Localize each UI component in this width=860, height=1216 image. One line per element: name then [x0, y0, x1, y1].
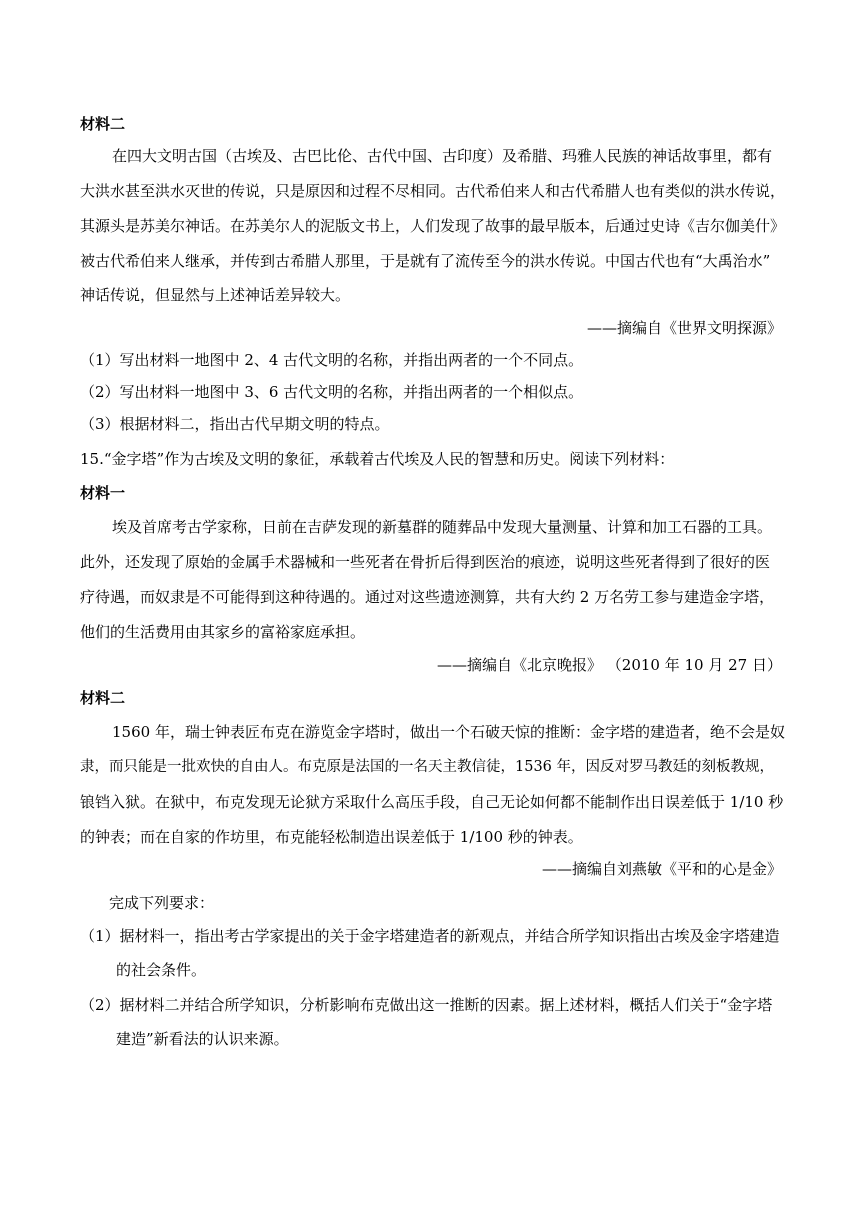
question-item: （1）据材料一，指出考古学家提出的关于金字塔建造者的新观点，并结合所学知识指出古埃及金字塔建造 — [80, 927, 780, 945]
paragraph-line: 此外，还发现了原始的金属手术器械和一些死者在骨折后得到医治的痕迹，说明这些死者得到了很好的医 — [80, 553, 771, 571]
paragraph-line: 他们的生活费用由其家乡的富裕家庭承担。 — [80, 623, 366, 641]
question-item-continuation: 建造”新看法的认识来源。 — [116, 1030, 289, 1048]
material-heading: 材料二 — [80, 115, 126, 133]
paragraph-line: 1560 年，瑞士钟表匠布克在游览金字塔时，做出一个石破天惊的推断：金字塔的建造者，绝不会是奴 — [112, 723, 785, 741]
paragraph-line: 疗待遇，而奴隶是不可能得到这种待遇的。通过对这些遗迹测算，共有大约 2 万名劳工参与建造金字塔， — [80, 588, 775, 606]
paragraph-line: 锒铛入狱。在狱中，布克发现无论狱方采取什么高压手段，自己无论如何都不能制作出日误差低于 1/10 秒 — [80, 793, 784, 811]
question-stem: 15.“金字塔”作为古埃及文明的象征，承载着古代埃及人民的智慧和历史。阅读下列材料： — [80, 450, 675, 468]
source-citation: ——摘编自《世界文明探源》 — [586, 319, 782, 337]
question-item: （2）据材料二并结合所学知识，分析影响布克做出这一推断的因素。据上述材料，概括人们关于“金字塔 — [80, 996, 773, 1014]
question-item-continuation: 的社会条件。 — [116, 961, 207, 979]
paragraph-line-text: 大洪水甚至洪水灭世的传说，只是原因和过程不尽相同。古代希伯来人和古代希腊人也有类似的洪水传说， — [80, 182, 786, 200]
instruction-text: 完成下列要求： — [109, 894, 215, 912]
material-heading: 材料一 — [80, 484, 126, 502]
source-citation: ——摘编自刘燕敏《平和的心是金》 — [541, 860, 782, 878]
paragraph-line: 其源头是苏美尔神话。在苏美尔人的泥版文书上，人们发现了故事的最早版本，后通过史诗《吉尔伽美什》 — [80, 217, 786, 235]
material-heading: 材料二 — [80, 689, 126, 707]
question-item: （2）写出材料一地图中 3、6 古代文明的名称，并指出两者的一个相似点。 — [80, 383, 584, 401]
paragraph-line: 埃及首席考古学家称，日前在吉萨发现的新墓群的随葬品中发现大量测量、计算和加工石器的工具。 — [112, 518, 773, 536]
question-item: （1）写出材料一地图中 2、4 古代文明的名称，并指出两者的一个不同点。 — [80, 351, 584, 369]
paragraph-line: 隶，而只能是一批欢快的自由人。布克原是法国的一名天主教信徒，1536 年，因反对罗马教廷的刻板教规， — [80, 759, 775, 775]
paragraph-line: 被古代希伯来人继承，并传到古希腊人那里，于是就有了流传至今的洪水传说。中国古代也有“大禹治水” — [80, 252, 771, 270]
paragraph-line — [80, 181, 786, 201]
paragraph-line: 的钟表；而在自家的作坊里，布克能轻松制造出误差低于 1/100 秒的钟表。 — [80, 828, 583, 846]
paragraph-line: 在四大文明古国（古埃及、古巴比伦、古代中国、古印度）及希腊、玛雅人民族的神话故事里，都有 — [112, 147, 773, 165]
question-item: （3）根据材料二，指出古代早期文明的特点。 — [80, 415, 390, 433]
paragraph-line: 神话传说，但显然与上述神话差异较大。 — [80, 286, 351, 304]
source-citation: ——摘编自《北京晚报》 （2010 年 10 月 27 日） — [437, 656, 782, 674]
